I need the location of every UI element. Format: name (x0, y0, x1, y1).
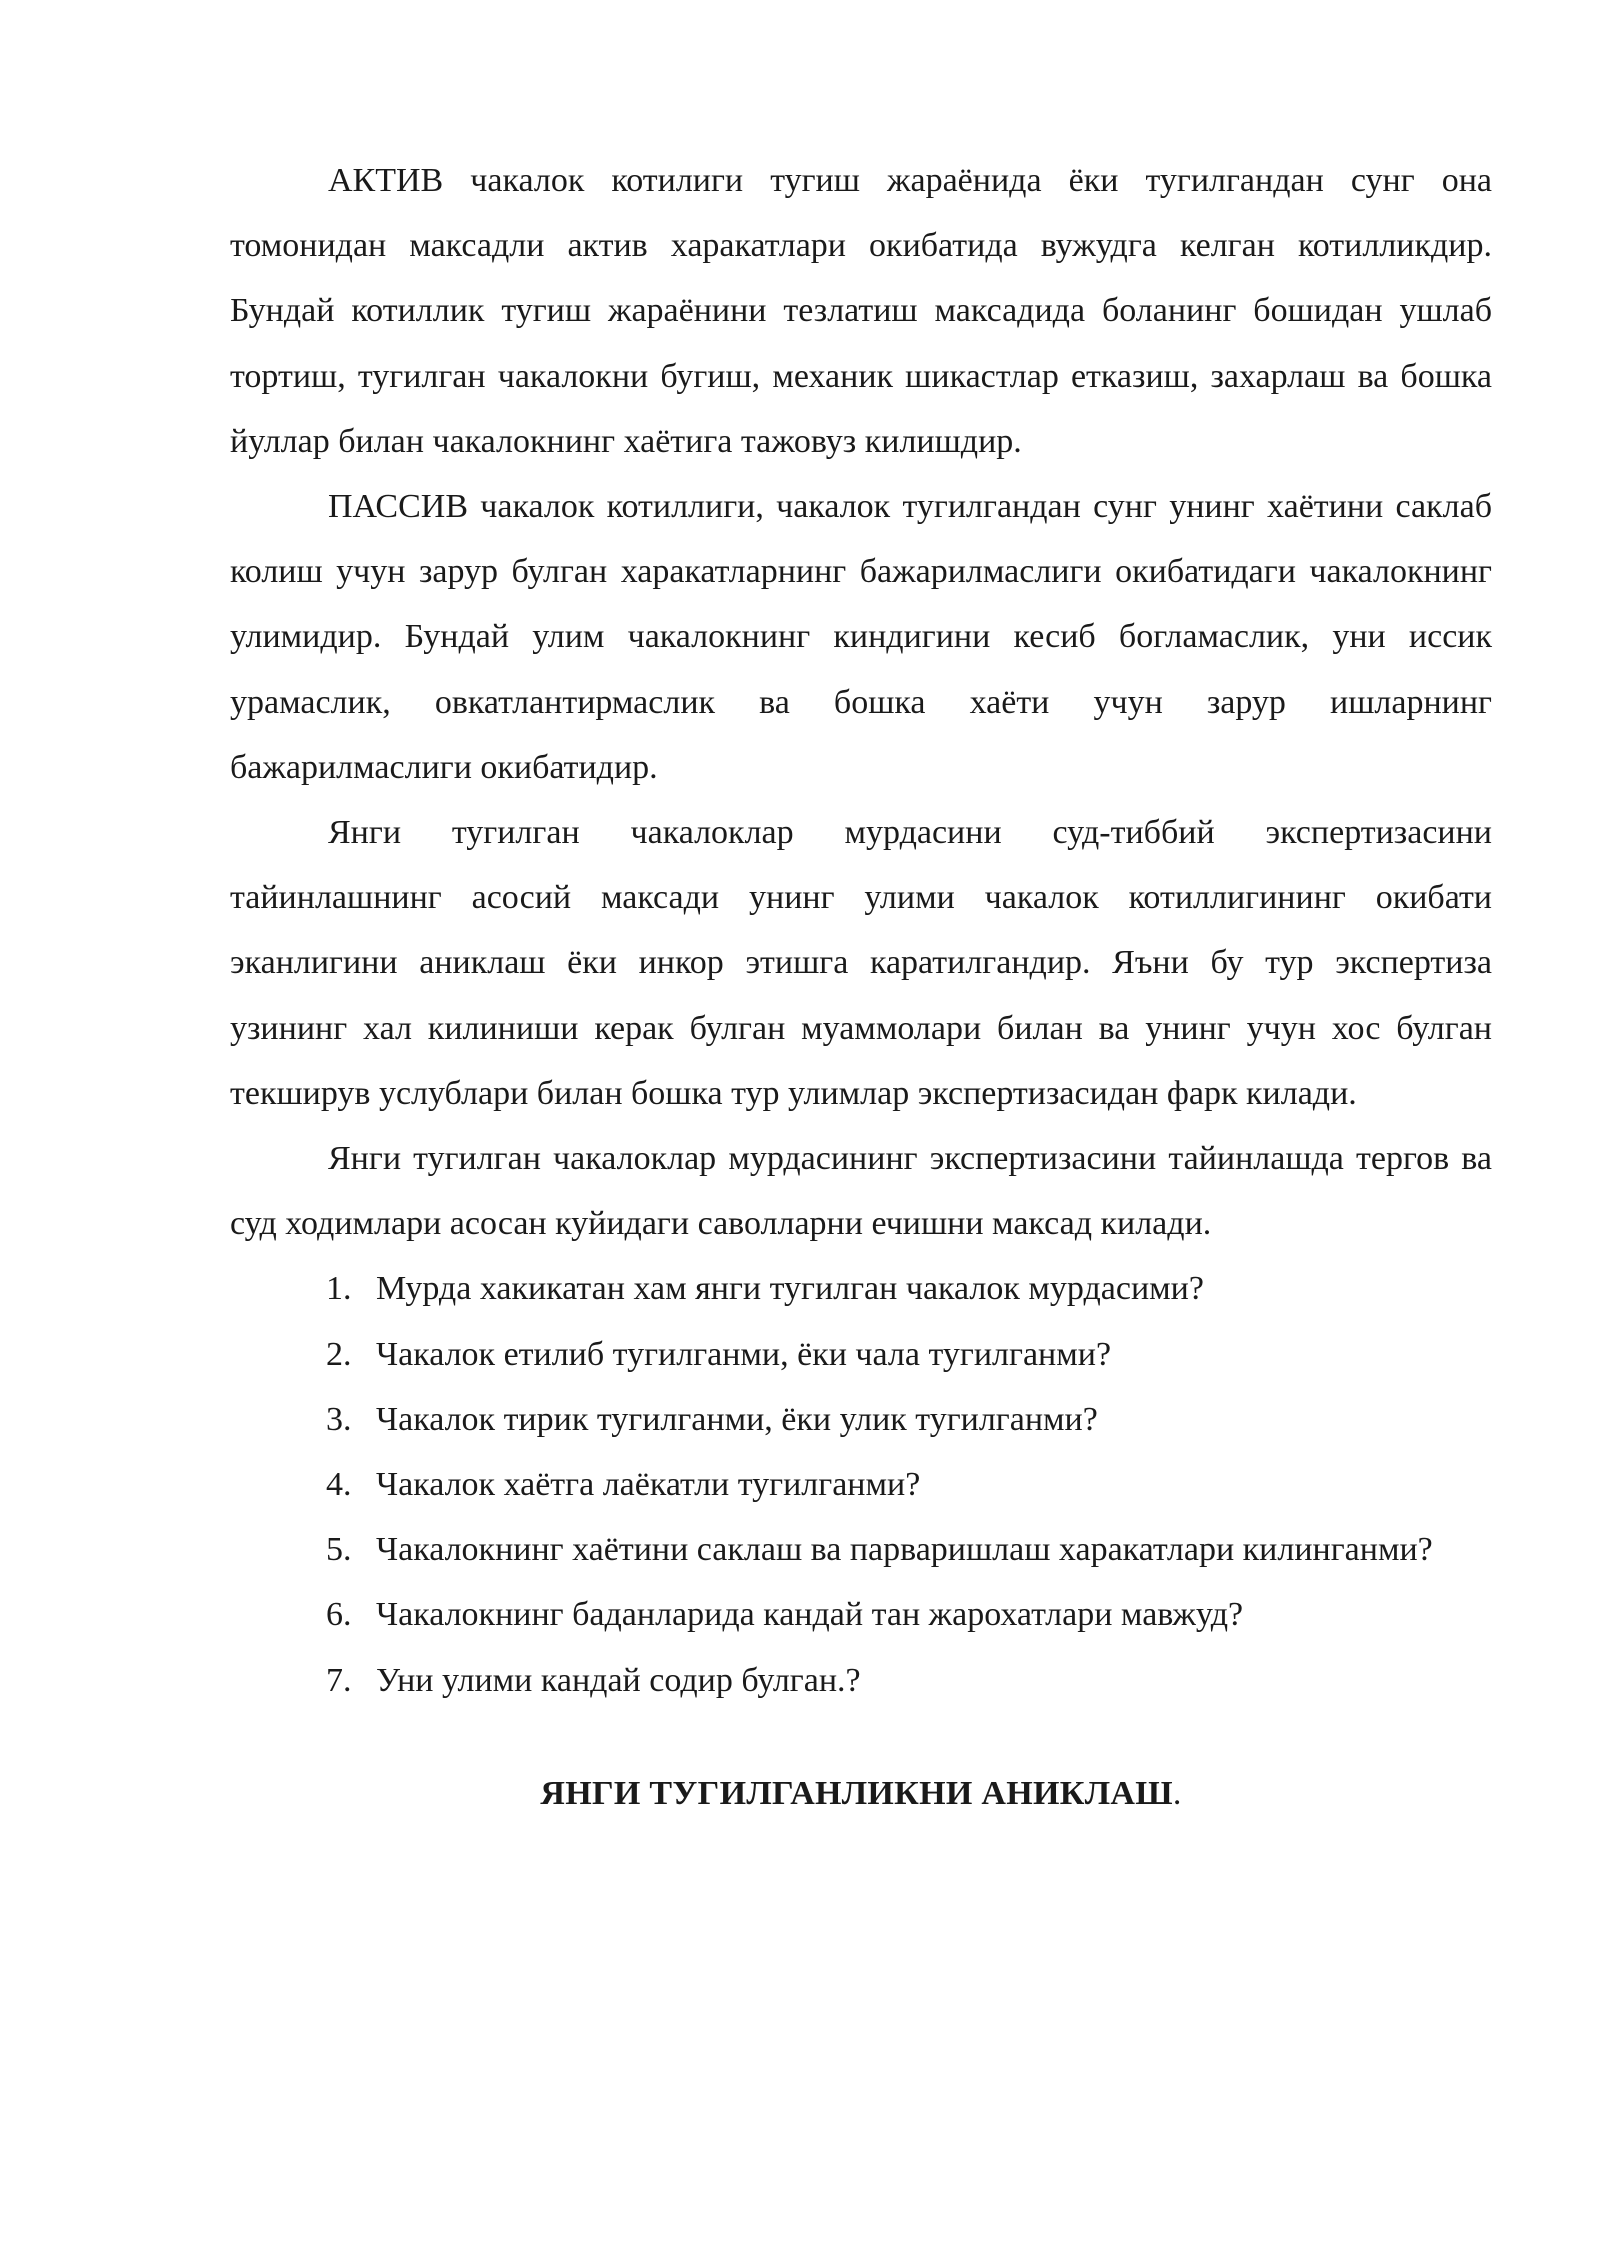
list-item-number: 3. (326, 1400, 352, 1438)
list-item (230, 1452, 1492, 1517)
list-item-text: Чакалок етилиб тугилганми, ёки чала тугилганми? (376, 1335, 1112, 1373)
list-item-number: 6. (326, 1596, 352, 1634)
list-item (230, 1322, 1492, 1387)
list-item (230, 1648, 1492, 1713)
list-item (230, 1256, 1492, 1321)
list-item (230, 1517, 1492, 1582)
paragraph-active-infanticide: АКТИВ чакалок котилиги тугиш жараёнида ёки тугилгандан сунг она томонидан максадли актив харакатлари окибатида вужудга келган котилликдир. Бундай котиллик тугиш жараёнини тезлатиш максадида боланинг бошидан ушлаб тортиш, тугилган чакалокни бугиш, механик шикастлар етказиш, захарлаш ва бошка йуллар билан чакалокнинг хаётига тажовуз килишдир. (230, 162, 1492, 460)
paragraph-expertise-purpose: Янги тугилган чакалоклар мурдасини суд-тиббий экспертизасини тайинлашнинг асосий максади унинг улими чакалок котиллигининг окибати эканлигини аниклаш ёки инкор этишга каратилгандир. Яъни бу тур экспертиза узининг хал килиниши керак булган муаммолари билан ва унинг учун хос булган текширув услублари билан бошка тур улимлар экспертизасидан фарк килади. (230, 814, 1492, 1112)
list-item (230, 1387, 1492, 1452)
list-item-number: 5. (326, 1531, 352, 1569)
paragraph-expertise-questions-intro: Янги тугилган чакалоклар мурдасининг экспертизасини тайинлашда тергов ва суд ходимлари асосан куйидаги саволларни ечишни максад килади. (230, 1140, 1492, 1243)
list-item-number: 2. (326, 1335, 352, 1373)
list-item-number: 1. (326, 1270, 352, 1308)
list-item-number: 4. (326, 1466, 352, 1504)
list-item-number: 7. (326, 1661, 352, 1699)
list-item-text: Чакалок хаётга лаёкатли тугилганми? (376, 1466, 921, 1504)
section-heading-text: ЯНГИ ТУГИЛГАНЛИКНИ АНИКЛАШ (540, 1774, 1173, 1812)
section-heading-period: . (1172, 1774, 1182, 1812)
list-item-text: Чакалок тирик тугилганми, ёки улик тугилганми? (376, 1400, 1098, 1438)
list-item-text: Чакалокнинг баданларида кандай тан жарохатлари мавжуд? (376, 1596, 1244, 1634)
questions-list (230, 1256, 1492, 1712)
list-item-text: Мурда хакикатан хам янги тугилган чакалок мурдасими? (376, 1270, 1204, 1308)
list-item (230, 1582, 1492, 1647)
list-item-text: Уни улими кандай содир булган.? (376, 1661, 861, 1699)
paragraph-passive-infanticide: ПАССИВ чакалок котиллиги, чакалок тугилгандан сунг унинг хаётини саклаб колиш учун зарур булган харакатларнинг бажарилмаслиги окибатидаги чакалокнинг улимидир. Бундай улим чакалокнинг киндигини кесиб богламаслик, уни иссик урамаслик, овкатлантирмаслик ва бошка хаёти учун зарур ишларнинг бажарилмаслиги окибатидир. (230, 488, 1492, 786)
section-heading (230, 1761, 1492, 1826)
document-page (230, 148, 1492, 1826)
list-item-text: Чакалокнинг хаётини саклаш ва парваришлаш харакатлари килинганми? (376, 1531, 1433, 1569)
